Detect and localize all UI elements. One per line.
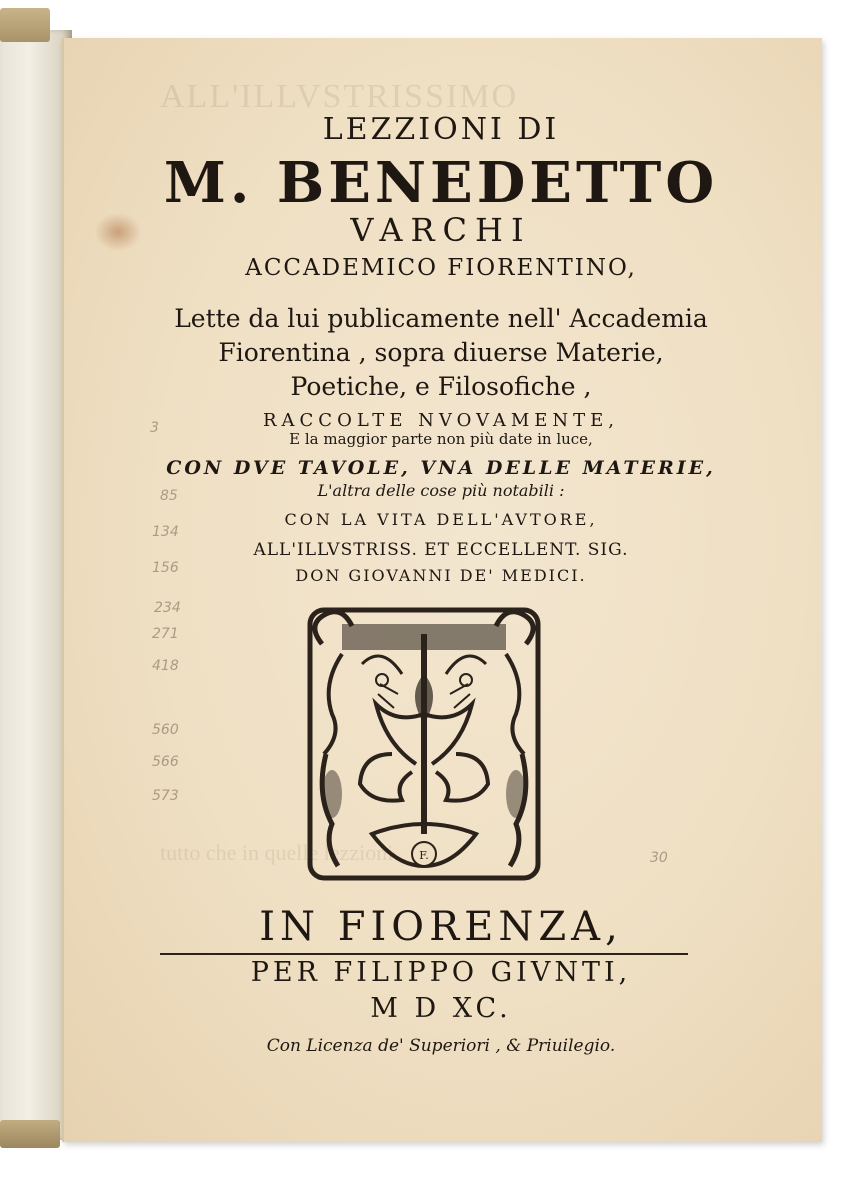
margin-number: 573 [152,788,179,804]
printers-device-illustration [302,604,546,884]
imprint-printer: PER FILIPPO GIVNTI, [250,957,632,988]
imprint-rule [160,953,688,955]
margin-number: 234 [154,600,181,616]
subtitle-line-1: Lette da lui publicamente nell' Accademia [174,304,708,333]
vita-line: CON LA VITA DELL'AVTORE, [284,510,598,529]
margin-number: 271 [152,626,179,642]
author-surname: VARCHI [350,211,532,249]
subtitle-line-2: Fiorentina , sopra diuerse Materie, [218,338,664,367]
dedication-line: ALL'ILLVSTRISS. ET ECCELLENT. SIG. [253,540,629,560]
title-line-lezzioni: LEZZIONI DI [322,112,560,147]
margin-number: 30 [650,850,668,866]
margin-number: 3 [150,420,159,436]
margin-number: 418 [152,658,179,674]
tavole-line: CON DVE TAVOLE, VNA DELLE MATERIE, [166,457,716,479]
maggior-parte-line: E la maggior parte non più date in luce, [289,430,593,448]
show-through-text: ALL'ILLVSTRISSIMO [160,78,519,115]
raccolte-line: RACCOLTE NVOVAMENTE, [262,410,620,431]
imprint-place: IN FIORENZA, [259,904,623,950]
dedicatee-line: DON GIOVANNI DE' MEDICI. [295,566,587,585]
margin-number: 566 [152,754,179,770]
show-through-text: tutto che in quelle lezzioni [160,840,394,865]
binding-tab-top [0,8,50,42]
academy-line: ACCADEMICO FIORENTINO, [245,255,637,281]
license-line: Con Licenza de' Superiori , & Priuilegio. [266,1036,616,1056]
margin-number: 156 [152,560,179,576]
margin-number: 85 [160,488,178,504]
subtitle-line-3: Poetiche, e Filosofiche , [290,372,592,401]
margin-number: 560 [152,722,179,738]
device-letter: F. [419,849,429,862]
binding-tab-bottom [0,1120,60,1148]
imprint-year: M D XC. [370,993,512,1024]
author-name: M. BENEDETTO [163,150,719,216]
altra-cose-line: L'altra delle cose più notabili : [317,481,565,500]
margin-number: 134 [152,524,179,540]
